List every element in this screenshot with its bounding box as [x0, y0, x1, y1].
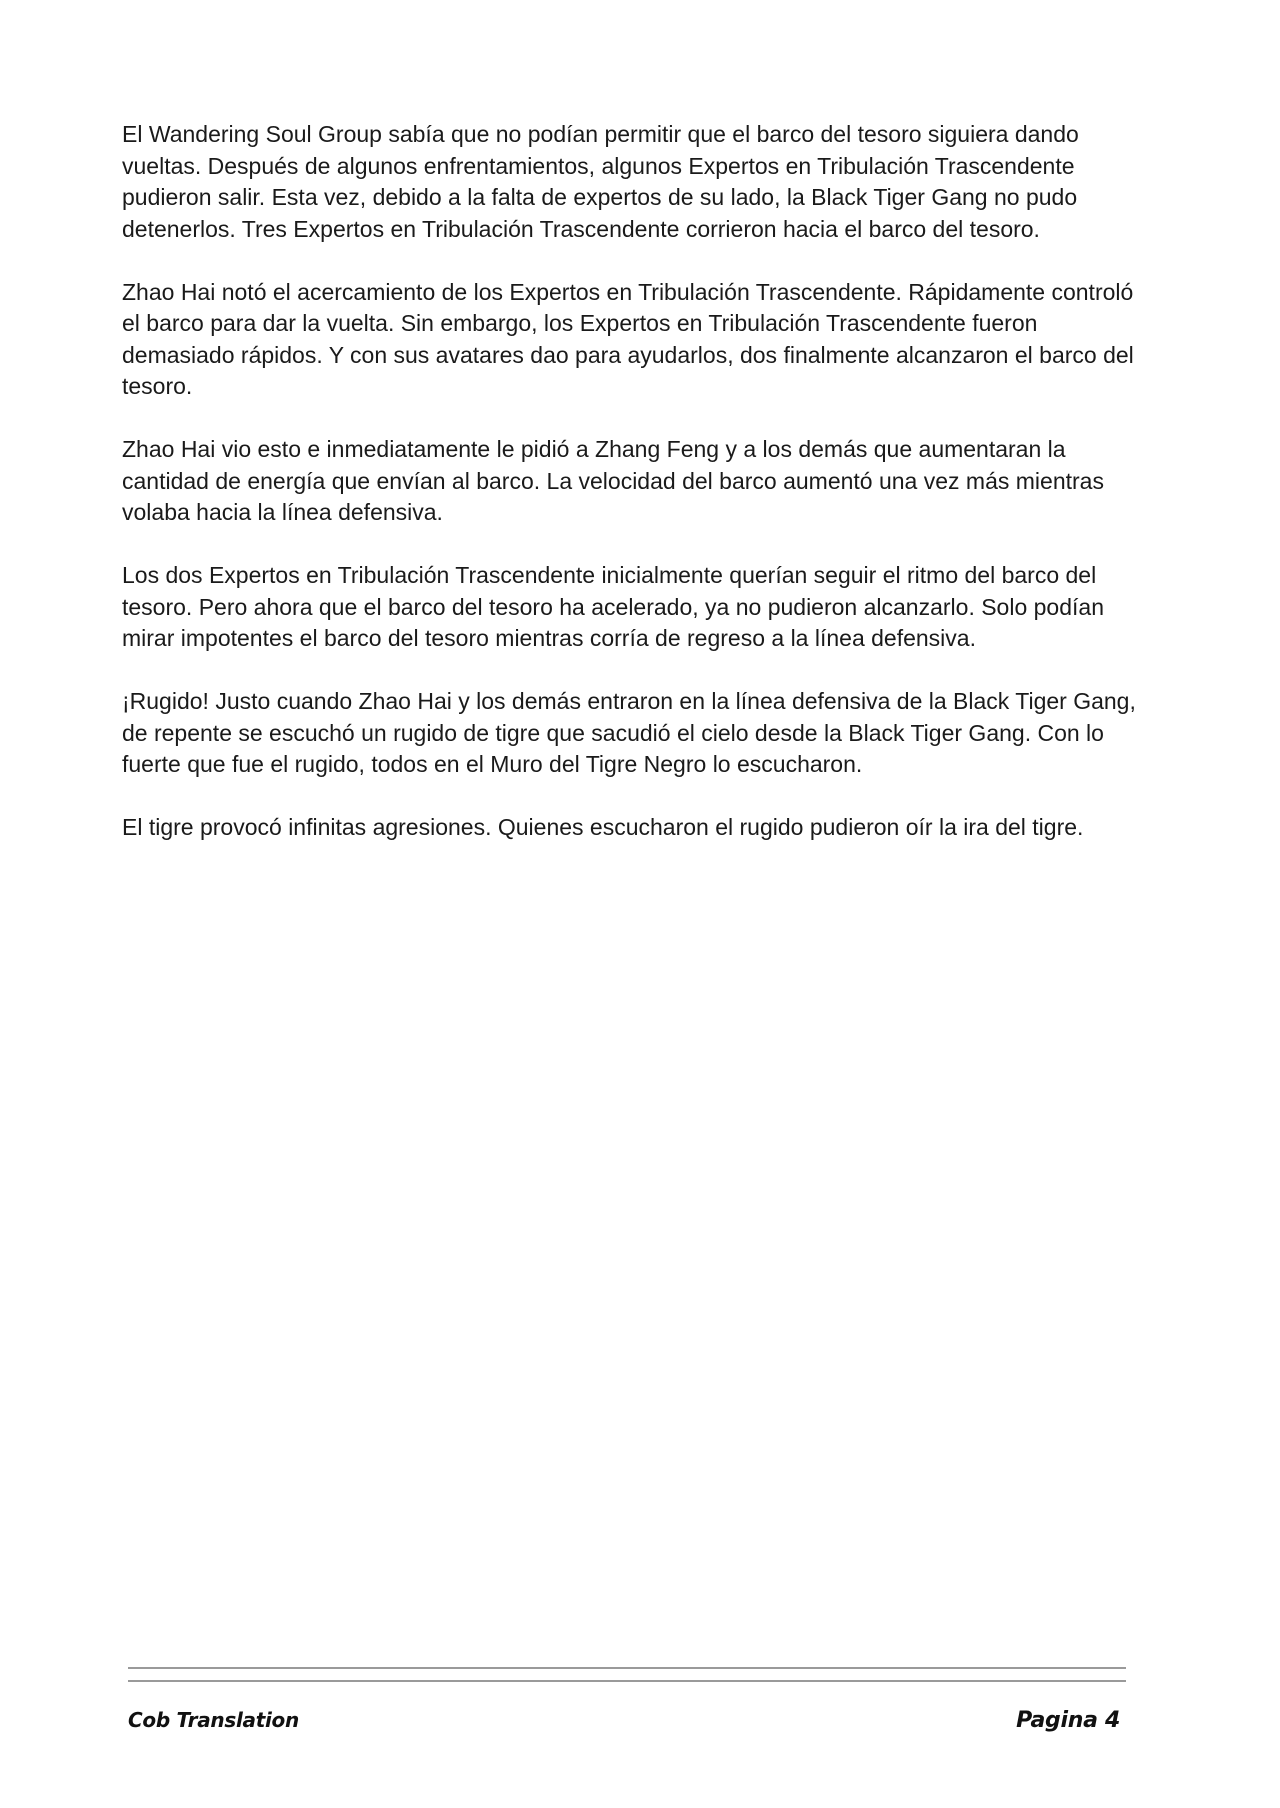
paragraph-5: ¡Rugido! Justo cuando Zhao Hai y los demás entraron en la línea defensiva de la Black Tiger Gang, de repente se escuchó un rugido de tigre que sacudió el cielo desde la Black Tiger Gang. Con lo fuerte que fue el rugido, todos en el Muro del Tigre Negro lo escucharon.: [122, 688, 1136, 777]
page-number: Pagina 4: [1016, 1708, 1120, 1733]
body-text: [122, 119, 1142, 875]
footer-divider-top: [128, 1667, 1126, 1669]
paragraph-6: El tigre provocó infinitas agresiones. Quienes escucharon el rugido pudieron oír la ira del tigre.: [122, 814, 1084, 840]
paragraph-3: Zhao Hai vio esto e inmediatamente le pidió a Zhang Feng y a los demás que aumentaran la cantidad de energía que envían al barco. La velocidad del barco aumentó una vez más mientras volaba hacia la línea defensiva.: [122, 436, 1104, 525]
paragraph-4: Los dos Expertos en Tribulación Trascendente inicialmente querían seguir el ritmo del barco del tesoro. Pero ahora que el barco del tesoro ha acelerado, ya no pudieron alcanzarlo. Solo podían mirar impotentes el barco del tesoro mientras corría de regreso a la línea defensiva.: [122, 562, 1104, 651]
footer-divider-bottom: [128, 1680, 1126, 1682]
footer-credit: Cob Translation: [128, 1708, 299, 1732]
paragraph-2: Zhao Hai notó el acercamiento de los Expertos en Tribulación Trascendente. Rápidamente controló el barco para dar la vuelta. Sin embargo, los Expertos en Tribulación Trascendente fueron demasiado rápidos. Y con sus avatares dao para ayudarlos, dos finalmente alcanzaron el barco del tesoro.: [122, 278, 1134, 399]
paragraph-1: El Wandering Soul Group sabía que no podían permitir que el barco del tesoro siguiera dando vueltas. Después de algunos enfrentamientos, algunos Expertos en Tribulación Trascendente pudieron salir. Esta vez, debido a la falta de expertos de su lado, la Black Tiger Gang no pudo detenerlos. Tres Expertos en Tribulación Trascendente corrieron hacia el barco del tesoro.: [122, 121, 1079, 242]
